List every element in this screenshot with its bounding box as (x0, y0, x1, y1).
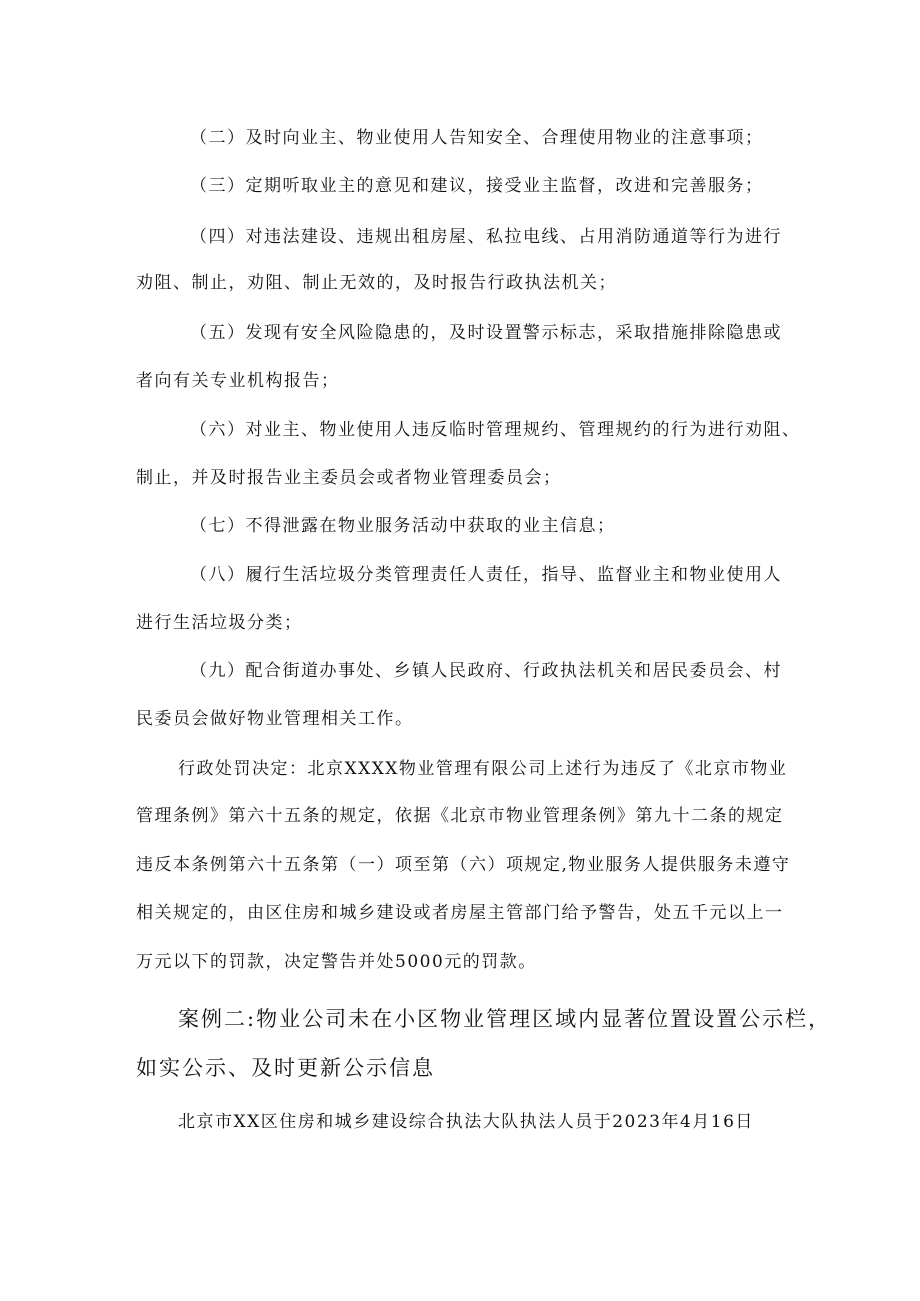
paragraph-line-9a: （九）配合街道办事处、乡镇人民政府、行政执法机关和居民委员会、村 (190, 661, 782, 681)
paragraph-line-9b: 民委员会做好物业管理相关工作。 (136, 709, 414, 729)
paragraph-line-3: （三）定期听取业主的意见和建议，接受业主监督，改进和完善服务； (190, 176, 764, 196)
paragraph-line-8b: 进行生活垃圾分类； (136, 613, 303, 633)
penalty-line-4: 相关规定的，由区住房和城乡建设或者房屋主管部门给予警告，处五千元以上一 (136, 903, 784, 923)
case-heading-line-1: 案例二:物业公司未在小区物业管理区域内显著位置设置公示栏， (178, 1007, 832, 1031)
paragraph-line-5b: 者向有关专业机构报告； (136, 371, 340, 391)
paragraph-line-4b: 劝阻、制止，劝阻、制止无效的，及时报告行政执法机关； (136, 273, 617, 293)
paragraph-line-7: （七）不得泄露在物业服务活动中获取的业主信息； (190, 516, 616, 536)
paragraph-line-2: （二）及时向业主、物业使用人告知安全、合理使用物业的注意事项； (190, 128, 764, 148)
closing-line: 北京市XX区住房和城乡建设综合执法大队执法人员于2023年4月16日 (178, 1112, 754, 1132)
paragraph-line-4a: （四）对违法建设、违规出租房屋、私拉电线、占用消防通道等行为进行 (190, 227, 782, 247)
penalty-line-2: 管理条例》第六十五条的规定，依据《北京市物业管理条例》第九十二条的规定 (136, 806, 784, 826)
paragraph-line-8a: （八）履行生活垃圾分类管理责任人责任，指导、监督业主和物业使用人 (190, 565, 782, 585)
paragraph-line-6a: （六）对业主、物业使用人违反临时管理规约、管理规约的行为进行劝阻、 (190, 420, 801, 440)
case-heading-line-2: 如实公示、及时更新公示信息 (136, 1056, 435, 1080)
penalty-line-3: 违反本条例第六十五条第（一）项至第（六）项规定,物业服务人提供服务未遵守 (136, 855, 791, 875)
paragraph-line-6b: 制止，并及时报告业主委员会或者物业管理委员会； (136, 468, 562, 488)
paragraph-line-5a: （五）发现有安全风险隐患的，及时设置警示标志，采取措施排除隐患或 (190, 323, 782, 343)
penalty-line-5: 万元以下的罚款，决定警告并处5000元的罚款。 (136, 952, 537, 972)
penalty-line-1: 行政处罚决定：北京XXXX物业管理有限公司上述行为违反了《北京市物业 (178, 759, 788, 779)
